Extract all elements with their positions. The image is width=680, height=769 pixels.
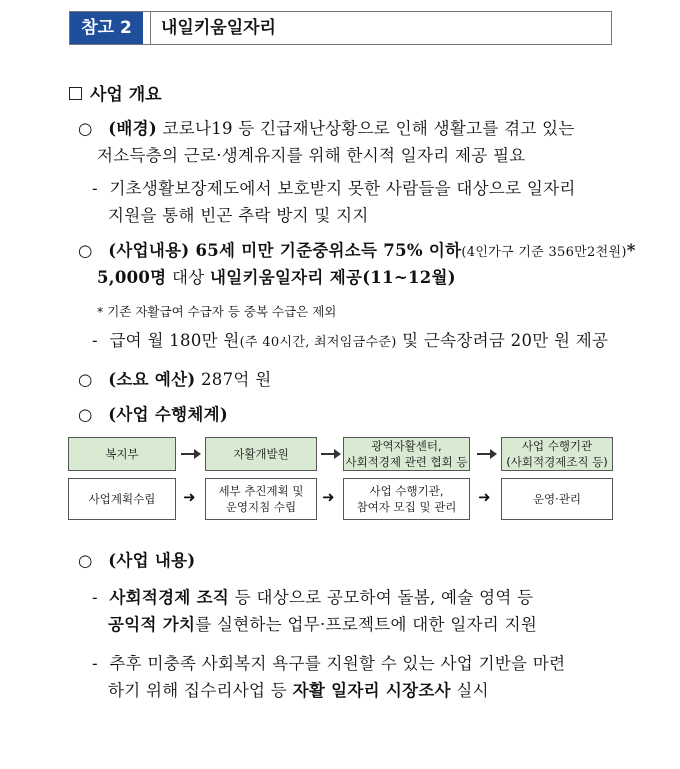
detail2-line-2 [108,677,489,701]
content-count: 5,000명 [97,268,167,287]
circle-bullet-icon: ○ [78,551,93,570]
detail-item [78,547,195,571]
flow-bottom-box-4: 운영·관리 [501,478,613,520]
pay-item [92,327,608,351]
flow-arrow-top-3 [477,453,495,455]
content-line-2 [97,264,456,288]
pay-text-b: 및 근속장려금 20만 원 제공 [396,331,609,350]
background-label: (배경) [108,119,157,138]
budget-item [78,366,271,390]
circle-bullet-icon: ○ [78,119,93,138]
content-program: 내일키움일자리 제공 [209,268,363,287]
section-heading [69,80,162,105]
dash-bullet-icon: - [92,654,98,673]
content-star: * [626,241,636,260]
flow-arrow-bottom-1: ➜ [183,488,196,506]
flow-arrow-bottom-3: ➜ [478,488,491,506]
footnote: * 기존 자활급여 수급자 등 중복 수급은 제외 [97,304,337,319]
flow-bottom-box-2: 세부 추진계획 및 운영지침 수립 [205,478,317,520]
flow-top-box-2: 자활개발원 [205,437,317,471]
flow-top-box-4: 사업 수행기관 (사회적경제조직 등) [501,437,613,471]
budget-value: 287억 원 [195,370,272,389]
detail-subitem-2 [92,650,565,674]
flow-arrow-top-1 [181,453,199,455]
detail2-line2-bold: 자활 일자리 시장조사 [292,681,451,700]
pay-note: (주 40시간, 최저임금수준) [239,335,397,350]
flow-bottom-box-1: 사업계획수립 [68,478,176,520]
reference-tag: 참고 2 [70,12,143,44]
circle-bullet-icon: ○ [78,370,93,389]
dash-bullet-icon: - [92,179,98,198]
detail1-line2-rest: 를 실현하는 업무·프로젝트에 대한 일자리 지원 [195,615,538,634]
dash-bullet-icon: - [92,588,98,607]
content-period: (11~12월) [362,268,456,287]
circle-bullet-icon: ○ [78,241,93,260]
background-text-1: 코로나19 등 긴급재난상황으로 인해 생활고를 겪고 있는 [156,119,575,138]
detail2-line-1: 추후 미충족 사회복지 욕구를 지원할 수 있는 사업 기반을 마련 [109,654,566,673]
reference-header [69,11,612,45]
flow-arrow-bottom-2: ➜ [322,488,335,506]
flow-bottom-box-3: 사업 수행기관, 참여자 모집 및 관리 [343,478,470,520]
section-title: 사업 개요 [90,85,162,105]
detail-subitem-1 [92,584,533,608]
detail1-rest: 등 대상으로 공모하여 돌봄, 예술 영역 등 [229,588,534,607]
system-label: (사업 수행체계) [108,405,228,424]
content-item [78,237,636,261]
detail2-line2-b: 실시 [450,681,489,700]
content-household-note: (4인가구 기준 356만2천원) [461,245,627,260]
dash-bullet-icon: - [92,331,98,350]
flow-arrow-top-2 [321,453,339,455]
circle-bullet-icon: ○ [78,405,93,424]
background-text-2: 저소득층의 근로·생계유지를 위해 한시적 일자리 제공 필요 [97,146,526,165]
background-subitem [92,175,576,199]
page-title: 내일키움일자리 [150,12,276,44]
budget-label: (소요 예산) [108,370,196,389]
detail1-bold: 사회적경제 조직 [109,588,230,607]
square-bullet-icon [69,87,82,100]
system-item [78,401,228,425]
detail1-line2-bold: 공익적 가치 [108,615,196,634]
header-separator [143,12,147,44]
flow-top-box-1: 복지부 [68,437,176,471]
background-sub-text-1: 기초생활보장제도에서 보호받지 못한 사람들을 대상으로 일자리 [109,179,576,198]
flow-top-box-3: 광역자활센터, 사회적경제 관련 협회 등 [343,437,470,471]
pay-text-a: 급여 월 180만 원 [109,331,240,350]
background-sub-text-2: 지원을 통해 빈곤 추락 방지 및 지지 [108,206,369,225]
detail-label: (사업 내용) [108,551,196,570]
background-item [78,115,575,139]
content-target: 대상 [166,268,210,287]
content-label: (사업내용) 65세 미만 기준중위소득 75% 이하 [108,241,462,260]
detail1-line-2 [108,611,537,635]
detail2-line2-a: 하기 위해 집수리사업 등 [108,681,293,700]
